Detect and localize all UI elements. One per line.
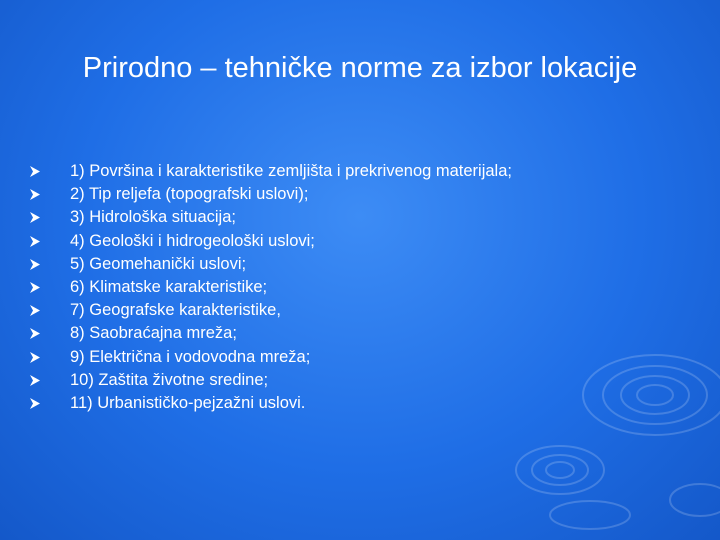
list-item-text: 11) Urbanističko-pejzažni uslovi. — [70, 393, 306, 412]
list-item — [30, 299, 690, 322]
list-item-text: 2) Tip reljefa (topografski uslovi); — [70, 185, 309, 204]
list-item-text: 7) Geografske karakteristike, — [70, 301, 281, 320]
list-item — [30, 206, 690, 229]
list-item — [30, 160, 690, 183]
list-item — [30, 253, 690, 276]
arrowhead-bullet-icon — [30, 189, 40, 200]
slide-title: Prirodno – tehničke norme za izbor lokacije — [82, 52, 638, 84]
arrowhead-bullet-icon — [30, 398, 40, 409]
arrowhead-bullet-icon — [30, 375, 40, 386]
arrowhead-bullet-icon — [30, 305, 40, 316]
arrowhead-bullet-icon — [30, 352, 40, 363]
arrowhead-bullet-icon — [30, 328, 40, 339]
arrowhead-bullet-icon — [30, 282, 40, 293]
list-item-text: 10) Zaštita životne sredine; — [70, 370, 269, 389]
list-item-text: 9) Električna i vodovodna mreža; — [70, 347, 311, 366]
list-item-text: 5) Geomehanički uslovi; — [70, 254, 247, 273]
list-item-text: 6) Klimatske karakteristike; — [70, 278, 268, 297]
list-item-text: 4) Geološki i hidrogeološki uslovi; — [70, 231, 315, 250]
list-item — [30, 183, 690, 206]
list-item — [30, 322, 690, 345]
arrowhead-bullet-icon — [30, 166, 40, 177]
list-item — [30, 392, 690, 415]
arrowhead-bullet-icon — [30, 236, 40, 247]
list-item-text: 3) Hidrološka situacija; — [70, 208, 236, 227]
bullet-list — [30, 160, 690, 415]
arrowhead-bullet-icon — [30, 259, 40, 270]
arrowhead-bullet-icon — [30, 212, 40, 223]
list-item — [30, 346, 690, 369]
list-item-text: 1) Površina i karakteristike zemljišta i prekrivenog materijala; — [70, 162, 512, 181]
list-item — [30, 369, 690, 392]
list-item — [30, 276, 690, 299]
list-item-text: 8) Saobraćajna mreža; — [70, 324, 237, 343]
list-item — [30, 230, 690, 253]
